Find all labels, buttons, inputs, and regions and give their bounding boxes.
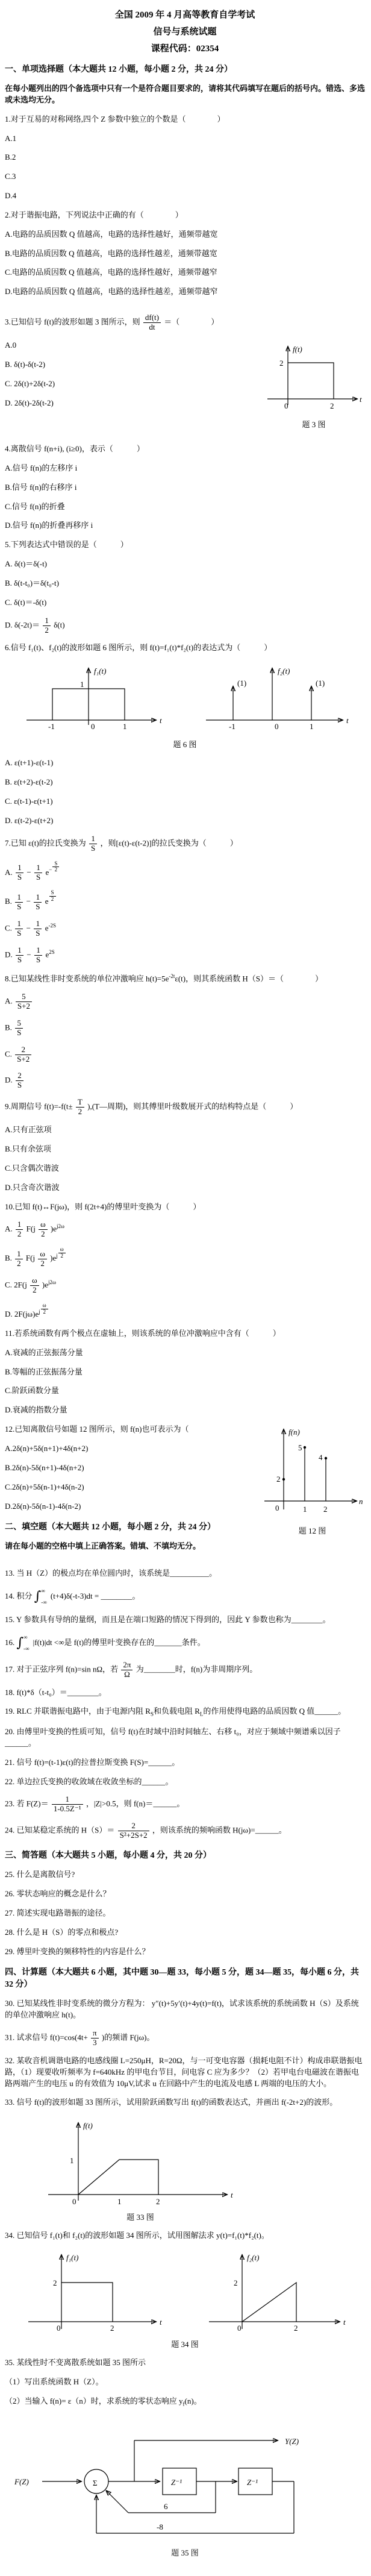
y-axis-label: f₁(t)	[94, 666, 107, 676]
option: B. $\frac{1}{S}$ − $\frac{1}{S}$ e $^{\frac{S}{2}}$	[5, 890, 365, 912]
option: B. ε(t+2)-ε(t-2)	[5, 777, 53, 787]
x-tick-label: 1	[310, 722, 314, 732]
x-tick-label: 1	[123, 722, 127, 732]
option: A. δ(t)＝δ(-t)	[5, 559, 48, 569]
x-axis-label: t	[160, 2317, 162, 2327]
option: D.信号 f(n)的折叠再移序 i	[5, 521, 93, 530]
option: B.只有余弦项	[5, 1144, 51, 1154]
section1-note: 在每小题列出的四个备选项中只有一个是符合题目要求的，请将其代码填写在题后的括号内。错选、多选或未选均无分。	[5, 84, 366, 104]
option: D.2δ(n)-5δ(n-1)-4δ(n-2)	[5, 1501, 81, 1511]
figure-6-f1-plot	[19, 662, 167, 737]
question-13-text: 13. 当 H（Z）的极点均在单位圆内时，该系统是__________。	[5, 1568, 217, 1578]
question-27-text: 27. 简述实现电路谐振的途径。	[5, 1908, 111, 1917]
x-axis-label: t	[346, 716, 349, 725]
subscript: f	[182, 2401, 185, 2407]
y-axis-label: f₂(t)	[247, 2253, 260, 2263]
option: A. $\frac{1}{2}$ F(j $\frac{\omega}{2}$ )$e^{j2\omega}$	[5, 1220, 64, 1239]
figure-35-block-diagram	[5, 2418, 366, 2545]
option: A.0	[5, 340, 17, 349]
section2-heading: 二、填空题（本大题共 12 小题，每小题 2 分，共 24 分）	[5, 1523, 216, 1532]
option: B.等幅的正弦振荡分量	[5, 1367, 83, 1376]
option: C.2δ(n)+5δ(n-1)+4δ(n-2)	[5, 1482, 84, 1491]
option: D. 2δ(t)-2δ(t-2)	[5, 398, 54, 407]
delay-block-1: Z⁻¹	[171, 2478, 182, 2487]
option: D. δ(-2t)＝ $\frac{1}{2}$ δ(t)	[5, 615, 65, 635]
input-label: F(Z)	[14, 2477, 29, 2487]
figure-34	[5, 2249, 365, 2337]
option: B.2	[5, 152, 16, 162]
question-35-part2: （2）当输入 f(n)= ε（n）时，求系统的零状态响应 $y_f(n)$。	[5, 2396, 202, 2407]
question-5-text: 5.下列表达式中错误的是（ ）	[5, 540, 128, 550]
x-tick-label: -1	[48, 722, 55, 732]
amplitude-label: 2	[234, 2278, 238, 2288]
x-tick-label: 2	[294, 2324, 298, 2333]
option: A.2δ(n)+5δ(n+1)+4δ(n+2)	[5, 1443, 89, 1453]
derivative-fraction: $\frac{df(t)}{dt}$	[143, 313, 161, 332]
figure-35	[5, 2418, 365, 2558]
x-axis-label: t	[231, 2190, 233, 2200]
question-17-text: 17. 对于正弦序列 f(n)=sin nΩ，若 $\frac{2\pi}{\Omega}$ 为________时，f(n)为非周期序列。	[5, 1659, 258, 1679]
option: A.只有正弦项	[5, 1125, 52, 1135]
value-label: 4	[319, 1453, 323, 1462]
x-tick-label: -1	[229, 722, 235, 732]
option: C. $\frac{1}{S}$ − $\frac{1}{S}$ $e^{-2S}$	[5, 918, 57, 938]
option: D. $\frac{1}{S}$ − $\frac{1}{S}$ $e^{2S}$	[5, 945, 55, 964]
x-tick-label: 1	[117, 2197, 122, 2207]
question-34	[5, 2230, 365, 2349]
x-axis-label: t	[360, 395, 362, 404]
subscript: L	[199, 1711, 204, 1717]
amplitude-label: 1	[80, 680, 84, 689]
question-9-text: 9.周期信号 f(t)=-f(t± $\frac{T}{2}$ ),(T—周期)，则其傅里叶级数展开式的结构特点是（ ）	[5, 1097, 298, 1117]
section3-heading: 三、简答题（本大题共 5 小题，每小题 4 分，共 20 分）	[5, 1851, 211, 1861]
figure-3-caption: 题 3 图	[302, 420, 326, 429]
x-tick-label: 2	[330, 401, 334, 410]
course-code: 课程代码：02354	[151, 44, 219, 54]
x-tick-label: 2	[323, 1505, 328, 1514]
question-10	[5, 1202, 365, 1320]
question-18-text: 18. f(t)*δ（t-t₀）＝________。	[5, 1687, 107, 1697]
question-4	[5, 443, 365, 531]
y-axis-label: f(n)	[288, 1427, 300, 1437]
question-35-part1: （1）写出系统函数 H（Z）。	[5, 2377, 104, 2386]
section2-note: 请在每小题的空格中填上正确答案。错填、不填均无分。	[5, 1541, 201, 1551]
question-3	[5, 306, 365, 436]
y-axis-label: f₁(t)	[66, 2253, 79, 2263]
gain-label-6: 6	[164, 2502, 168, 2512]
option: D.电路的品质因数 Q 值越高，电路的选择性越差，通频带越窄	[5, 287, 218, 296]
question-1	[5, 114, 365, 202]
question-19-text: 19. RLC 并联谐振电路中，由于电源内阻 $R_S$和负载电阻 $R_L$的作用使得电路的品质因数 Q 值______。	[5, 1706, 346, 1717]
question-2	[5, 210, 365, 298]
figure-34-f1-plot	[19, 2249, 167, 2337]
question-15-text: 15. Y 参数具有导纳的量纲，而且是在端口短路的情况下得到的，因此 Y 参数也称为________。	[5, 1614, 331, 1624]
figure-34-caption: 题 34 图	[171, 2340, 199, 2349]
question-34-text: 34. 已知信号 f₁(t)和 f₂(t)的波形如题 34 图所示，试用图解法求 y(t)=f₁(t)*f₂(t)。	[5, 2231, 269, 2240]
option: A. $\frac{1}{S}$ − $\frac{1}{S}$ $e^{- \frac{S}{2}}$	[5, 861, 365, 883]
origin-label: 0	[72, 2197, 76, 2207]
impulse-weight: (1)	[316, 678, 325, 688]
question-11	[5, 1328, 365, 1416]
origin-label: 0	[57, 2324, 61, 2333]
integral-sign: ∫	[34, 1589, 42, 1605]
option: D. ε(t-2)-ε(t+2)	[5, 815, 54, 825]
option: D.4	[5, 191, 17, 201]
option: C.只含偶次谐波	[5, 1163, 59, 1173]
option: A.电路的品质因数 Q 值越高，电路的选择性越好，通频带越宽	[5, 229, 218, 239]
option: A. ε(t+1)-ε(t-1)	[5, 758, 54, 768]
delay-block-2: Z⁻¹	[247, 2478, 258, 2487]
subscript: S	[150, 1711, 154, 1717]
origin-label: 0	[91, 722, 95, 732]
question-32-text: 32. 某收音机调谐电路的电感线圈 L=250μH，R=20Ω，与一可变电容器（损耗电阻不计）构成串联谐振电路，（1）现要收听频率为 f=640kHz 的甲电台节目，问电容 C 应为多少？（2）若甲电台电磁波在谐振电路两端产生的电压 u 的有效值为 10μV,试求 u 在回路中产生的电流及电感 L 两端的电压的大小。	[5, 2055, 363, 2088]
gain-label-neg8: -8	[157, 2522, 163, 2532]
option: B.电路的品质因数 Q 值越高，电路的选择性越差，通频带越宽	[5, 248, 217, 258]
section1-heading: 一、单项选择题（本大题共 12 小题，每小题 2 分，共 24 分）	[5, 65, 232, 74]
figure-6	[5, 662, 365, 737]
question-5	[5, 539, 365, 635]
option: B. $\frac{5}{S}$	[5, 1019, 365, 1038]
value-label: 2	[276, 1474, 281, 1484]
figure-3-plot	[263, 340, 365, 417]
question-25-text: 25. 什么是离散信号?	[5, 1870, 75, 1879]
option: B. δ(t)-δ(t-2)	[5, 359, 46, 369]
amplitude-label: 2	[279, 359, 284, 368]
option: C.电路的品质因数 Q 值越高，电路的选择性越好，通频带越窄	[5, 268, 217, 277]
question-28-text: 28. 什么是 H（S）的零点和极点?	[5, 1927, 119, 1937]
question-29-text: 29. 傅里叶变换的频移特性的内容是什么？	[5, 1946, 150, 1956]
question-7	[5, 835, 365, 965]
x-tick-label: 1	[303, 1505, 307, 1514]
question-4-text: 4.离散信号 f(n+i), (i≥0)，表示（ ）	[5, 444, 145, 453]
question-23-text: 23. 若 F(Z)＝ $\frac{1}{\text{1-0.5Z⁻¹}}$ ，|Z|>0.5，则 f(n)＝______。	[5, 1794, 185, 1814]
option: D.只含奇次谐波	[5, 1182, 60, 1192]
option: C. 2δ(t)+2δ(t-2)	[5, 378, 55, 388]
question-3-text	[5, 313, 365, 332]
question-33-text: 33. 信号 f(t)的波形如题 33 图所示，试用阶跃函数写出 f(t)的函数表达式，并画出 f(-2t+2)的波形。	[5, 2098, 338, 2107]
option: A. $\frac{5}{S+2}$	[5, 992, 365, 1011]
origin-label: 0	[275, 1503, 279, 1513]
question-3-pre: 3.已知信号 f(t)的波形如题 3 图所示，则	[5, 317, 140, 327]
figure-6-f2-plot	[200, 662, 351, 737]
figure-12-caption: 题 12 图	[298, 1526, 326, 1536]
option: C. ε(t-1)-ε(t+1)	[5, 797, 53, 806]
amplitude-label: 2	[53, 2278, 57, 2288]
question-16-text: 16. ∫ ∞ -∞ |f(t)|dt <∞是 f(t)的傅里叶变换存在的_______条件。	[5, 1634, 205, 1652]
paper-title-line1: 全国 2009 年 4 月高等教育自学考试	[114, 10, 255, 20]
question-7-text: 7.已知 ε(t)的拉氏变换为 $\frac{1}{S}$ ，则[ε(t)-ε(t-2)]的拉氏变换为（ ）	[5, 833, 238, 853]
option: C. $\frac{2}{S+2}$	[5, 1045, 365, 1064]
option: B.2δ(n)-5δ(n+1)-4δ(n+2)	[5, 1462, 84, 1472]
question-3-post: ＝（ ）	[164, 317, 219, 327]
question-8-text: 8.已知某线性非时变系统的单位冲激响应 $h(t)=5e^{-2t}\varepsilon(t)$，则其系统函数 H（S）＝（ ）	[5, 973, 323, 983]
x-tick-label: 2	[110, 2324, 114, 2333]
option: A.1	[5, 133, 17, 143]
figure-12-plot	[260, 1424, 365, 1523]
question-35	[5, 2357, 365, 2558]
question-10-text: 10.已知 f(t)↔F(jω)，则 f(2t+4)的傅里叶变换为（ ）	[5, 1202, 201, 1211]
figure-35-caption: 题 35 图	[171, 2548, 199, 2558]
x-axis-label: t	[160, 716, 162, 725]
question-24-text: 24. 已知某稳定系统的 H（S）＝ $\frac{2}{\text{S²+2S+2}}$ ，则该系统的频响函数 H(jω)=______。	[5, 1821, 287, 1840]
option: D. $2F(j\omega)e^{j \frac{\omega}{2}}$	[5, 1303, 365, 1320]
x-axis-label: t	[343, 2317, 346, 2327]
figure-33-plot	[41, 2116, 240, 2210]
question-26-text: 26. 零状态响应的概念是什么？	[5, 1888, 111, 1898]
question-2-text: 2.对于谐振电路，下列说法中正确的有（ ）	[5, 210, 183, 219]
question-22-text: 22. 单边拉氏变换的收敛域在收敛坐标的______。	[5, 1776, 173, 1786]
figure-33	[41, 2116, 240, 2222]
origin-label: 0	[237, 2324, 242, 2333]
option: A.衰减的正弦振荡分量	[5, 1347, 83, 1357]
option: B.信号 f(n)的右移序 i	[5, 482, 77, 492]
x-tick-label: 2	[156, 2197, 160, 2207]
y-axis-label: f₂(t)	[278, 666, 290, 676]
option: C.信号 f(n)的折叠	[5, 501, 65, 511]
output-label: Y(Z)	[285, 2437, 299, 2446]
option: D.衰减的指数分量	[5, 1405, 67, 1415]
question-21-text: 21. 信号 f(t)=(t-1)ε(t)的拉普拉斯变换 F(S)=______。	[5, 1757, 180, 1767]
section4-heading: 四、计算题（本大题共 6 小题，其中题 30—题 33，每小题 5 分，题 34—题 35，每小题 6 分，共 32 分）	[5, 1968, 359, 1990]
question-30-text: 30. 已知某线性非时变系统的微分方程为： y″(t)+5y′(t)+4y(t)=f(t)，试求该系统的系统函数 H（S）及系统的单位冲激响应 h(t)。	[5, 1999, 359, 2020]
value-label: 5	[298, 1443, 302, 1453]
x-axis-label: n	[359, 1497, 363, 1506]
question-6	[5, 642, 365, 826]
question-31-text: 31. 试求信号 f(t)=cos(4t+ $\frac{\pi}{3}$ )的频谱 F(jω)。	[5, 2028, 155, 2047]
option: C.3	[5, 172, 16, 181]
figure-33-caption: 题 33 图	[126, 2213, 154, 2222]
question-11-text: 11.若系统函数有两个极点在虚轴上，则该系统的单位冲激响应中含有（ ）	[5, 1328, 281, 1338]
origin-label: 0	[275, 722, 279, 732]
origin-label: 0	[284, 401, 288, 410]
question-35-text: 35. 某线性时不变离散系统如题 35 图所示	[5, 2358, 146, 2368]
question-12-text: 12.已知离散信号如题 12 图所示，则 f(n)也可表示为（	[5, 1424, 189, 1434]
paper-title-line2: 信号与系统试题	[153, 27, 217, 37]
question-8	[5, 973, 365, 1091]
impulse-weight: (1)	[237, 678, 247, 688]
question-6-text: 6.信号 f₁(t)、f₂(t)的波形如题 6 图所示，则 f(t)=f₁(t)*f₂(t)的表达式为（ ）	[5, 643, 272, 653]
question-20-text: 20. 由傅里叶变换的性质可知，信号 f(t)在时域中沿时间轴左、右移 t₀，对应于频域中频谱乘以因子______。	[5, 1727, 341, 1747]
y-axis-label: f(t)	[293, 345, 302, 354]
question-14-text: 14. 积分 ∫ ∞ -∞ (t+4)δ(-t-3)dt = ________。	[5, 1587, 140, 1605]
option: A.信号 f(n)的左移序 i	[5, 463, 78, 472]
option: B. $\frac{1}{2}$ F(j $\frac{\omega}{2}$ )$e^{j \frac{\omega}{2}}$	[5, 1247, 365, 1268]
one-over-s: $\frac{1}{S}$	[89, 835, 97, 853]
question-1-text: 1.对于互易的对称网络,四个 Z 参数中独立的个数是（ ）	[5, 114, 225, 124]
y-axis-label: f(t)	[83, 2121, 93, 2131]
option: C. 2F(j $\frac{\omega}{2}$ )$e^{j2\omega}$	[5, 1275, 56, 1294]
half-fraction: $\frac{1}{2}$	[43, 616, 51, 635]
figure-34-f2-plot	[200, 2249, 351, 2337]
option: C.阶跃函数分量	[5, 1386, 59, 1396]
summer-symbol: Σ	[93, 2478, 98, 2488]
option: D. $\frac{2}{S}$	[5, 1071, 365, 1090]
figure-6-caption: 题 6 图	[173, 740, 197, 750]
integral-sign: ∫	[16, 1635, 23, 1650]
option: B. δ(t-t₀)＝δ(t₀-t)	[5, 578, 59, 588]
question-33	[5, 2097, 365, 2222]
figure-12	[260, 1424, 365, 1542]
figure-3	[263, 340, 365, 436]
option: C. δ(t)＝-δ(t)	[5, 597, 47, 607]
amplitude-label: 1	[70, 2156, 74, 2166]
question-9	[5, 1098, 365, 1193]
